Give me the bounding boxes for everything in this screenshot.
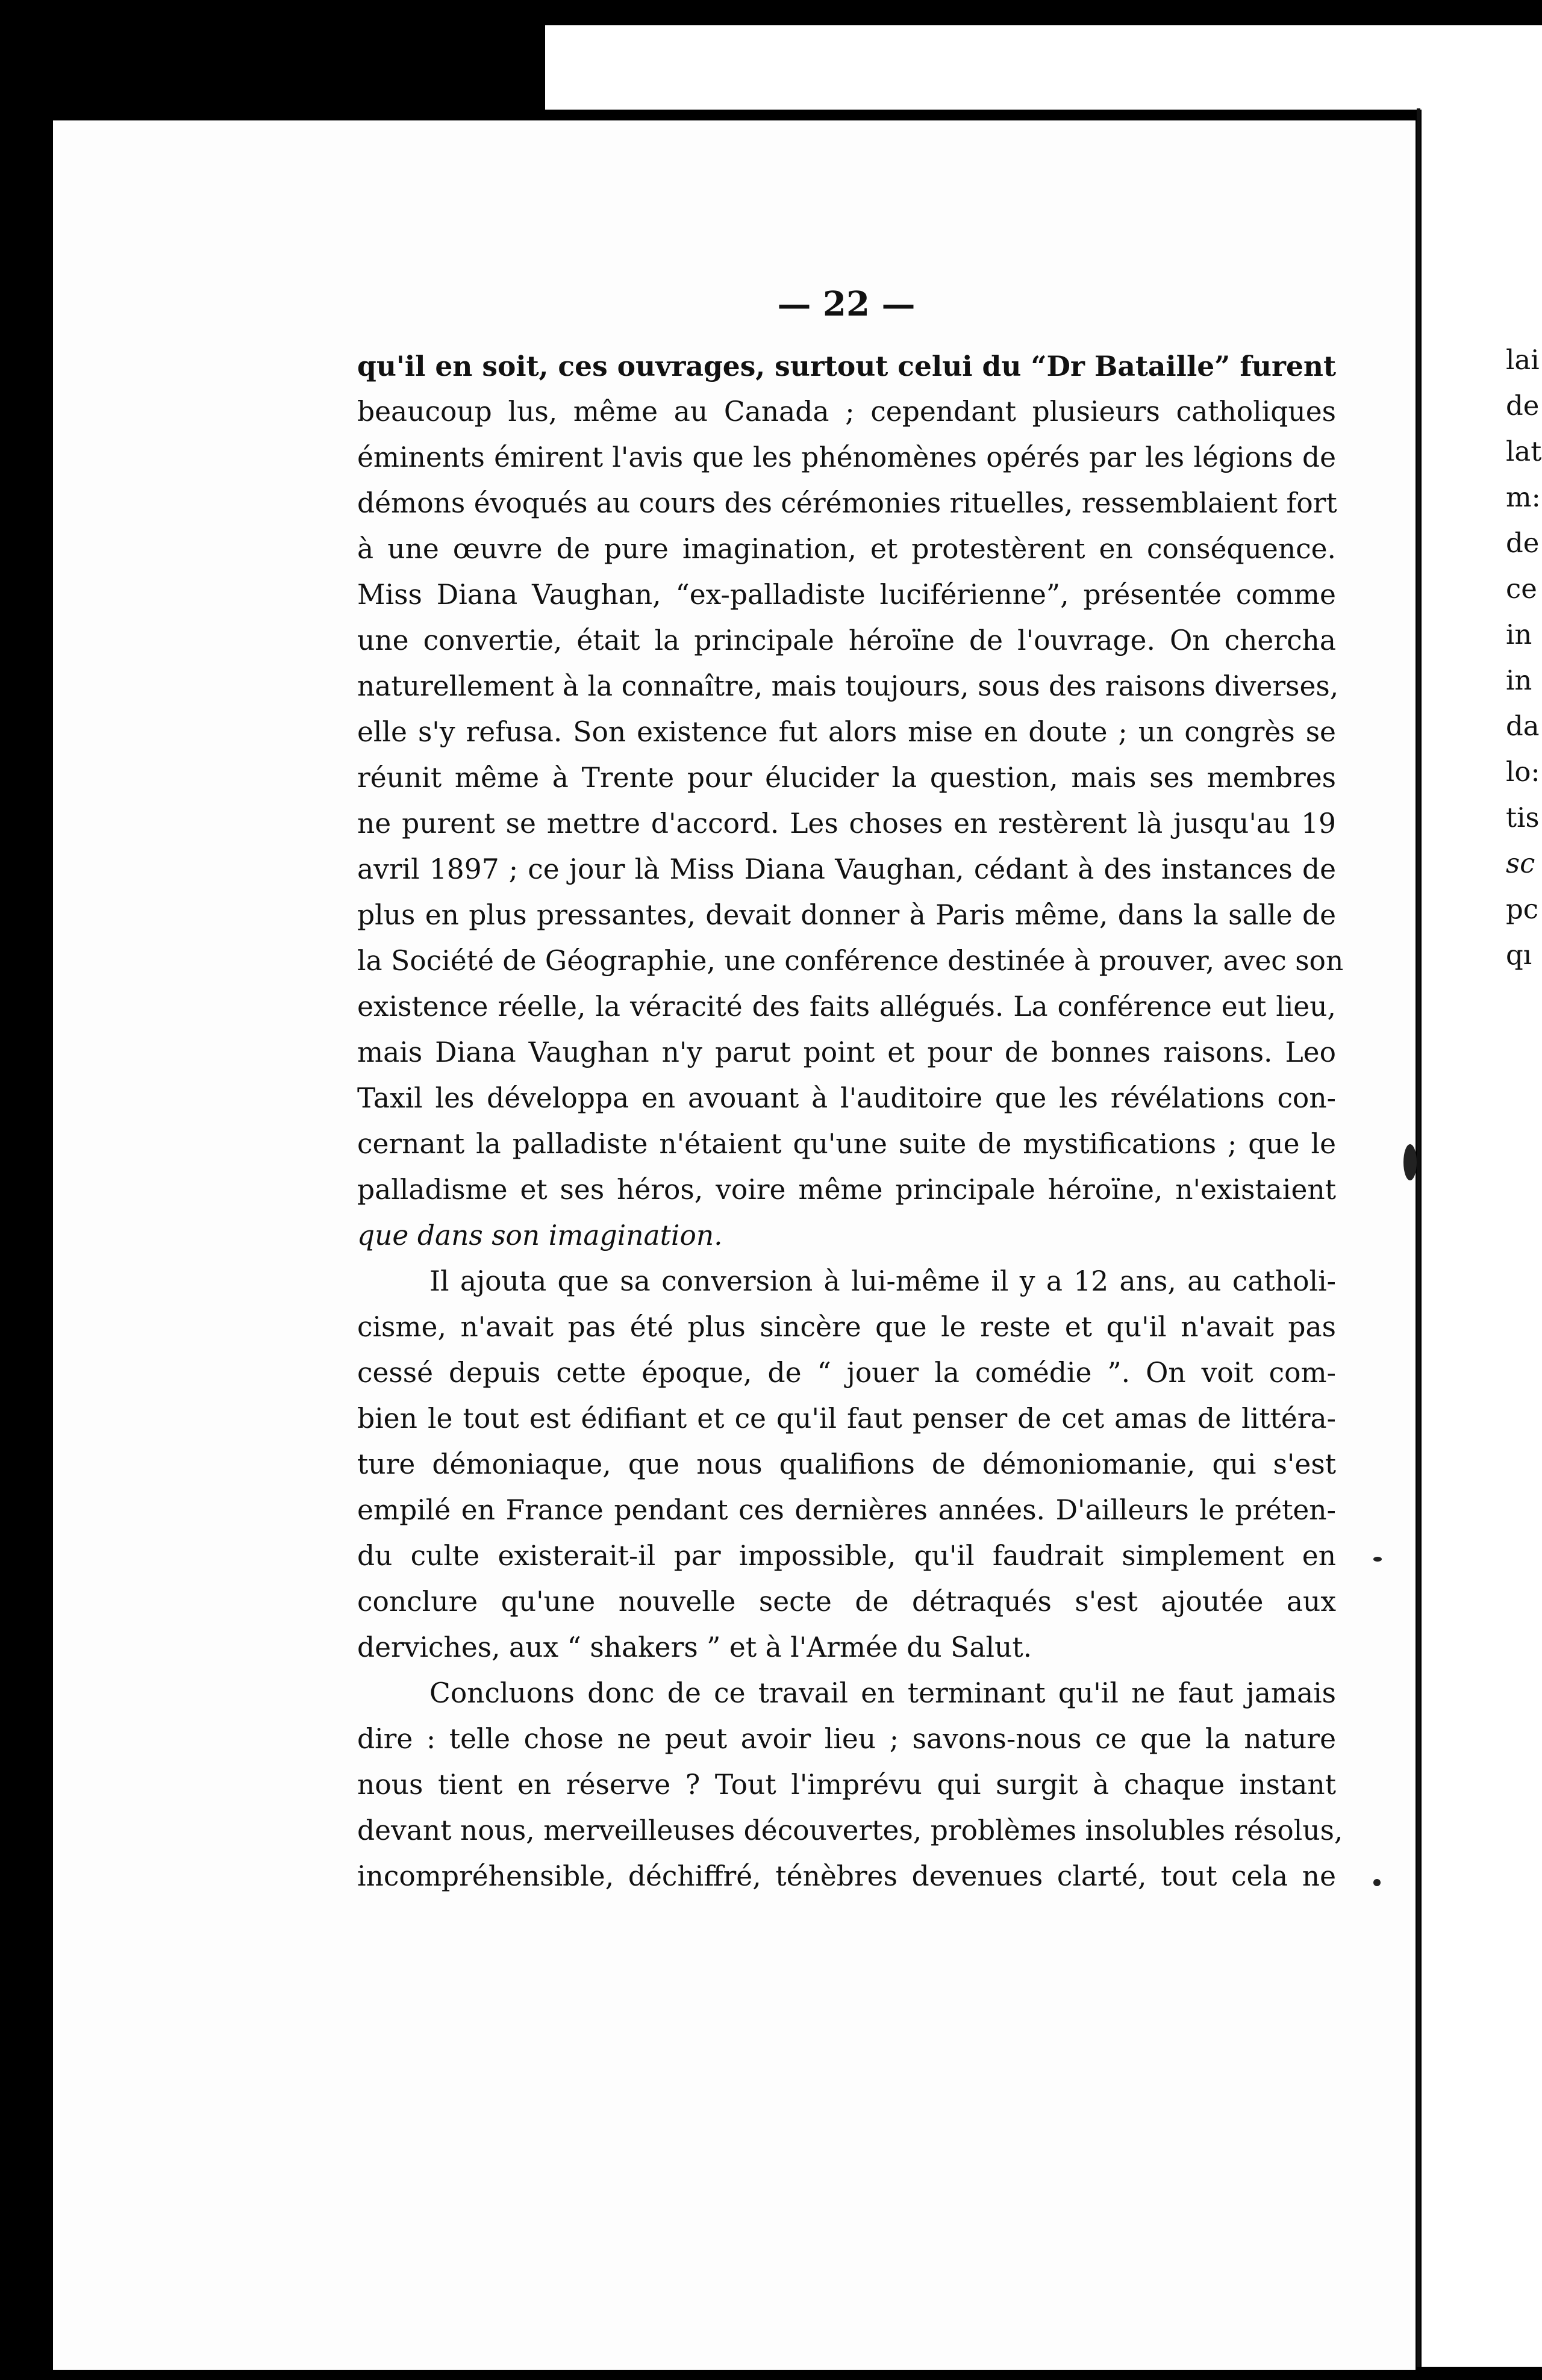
text-line: Taxil les développa en avouant à l'auditoire que les révélations con- [357, 1082, 1336, 1114]
margin-fragment: lai [1506, 344, 1540, 376]
text-line: existence réelle, la véracité des faits allégués. La conférence eut lieu, [357, 991, 1336, 1023]
text-line: dire : telle chose ne peut avoir lieu ; savons-nous ce que la nature [357, 1723, 1336, 1755]
margin-fragment: lat [1506, 435, 1542, 467]
text-line: du culte existerait-il par impossible, qu'il faudrait simplement en [357, 1540, 1336, 1572]
text-line: la Société de Géographie, une conférence destinée à prouver, avec son [357, 945, 1344, 977]
text-line: réunit même à Trente pour élucider la question, mais ses membres [357, 762, 1336, 794]
margin-fragment: pc [1506, 893, 1539, 925]
margin-fragment: in [1506, 618, 1532, 650]
scan-border [473, 25, 545, 110]
text-line: conclure qu'une nouvelle secte de détraqués s'est ajoutée aux [357, 1586, 1336, 1618]
text-line: ture démoniaque, que nous qualifions de démoniomanie, qui s'est [357, 1448, 1336, 1480]
margin-fragment: tis [1506, 802, 1540, 833]
text-line: Miss Diana Vaughan, “ex-palladiste luciférienne”, présentée comme [357, 579, 1336, 611]
text-line: Il ajouta que sa conversion à lui-même il y a 12 ans, au catholi- [429, 1265, 1336, 1297]
margin-fragment: de [1506, 527, 1540, 559]
margin-fragment: lo: [1506, 756, 1540, 788]
page-spine [1417, 108, 1420, 2367]
text-line: éminents émirent l'avis que les phénomènes opérés par les légions de [357, 441, 1336, 473]
text-line: avril 1897 ; ce jour là Miss Diana Vaughan, cédant à des instances de [357, 853, 1336, 885]
margin-fragment: de [1506, 390, 1540, 422]
scan-speck [1373, 1557, 1382, 1562]
text-line: cernant la palladiste n'étaient qu'une suite de mystifications ; que le [357, 1128, 1336, 1160]
text-line: beaucoup lus, même au Canada ; cependant plusieurs catholiques [357, 396, 1336, 428]
text-line: palladisme et ses héros, voire même principale héroïne, n'existaient [357, 1174, 1336, 1206]
text-line: devant nous, merveilleuses découvertes, problèmes insolubles résolus, [357, 1815, 1343, 1846]
adjacent-page-top [473, 25, 1542, 110]
text-line: à une œuvre de pure imagination, et protestèrent en conséquence. [357, 533, 1336, 565]
text-line: cessé depuis cette époque, de “ jouer la comédie ”. On voit com- [357, 1357, 1336, 1389]
text-line: empilé en France pendant ces dernières années. D'ailleurs le préten- [357, 1494, 1336, 1526]
scan-speck [1373, 1879, 1381, 1886]
margin-fragment: ce [1506, 573, 1537, 605]
text-line: incompréhensible, déchiffré, ténèbres devenues clarté, tout cela ne [357, 1860, 1336, 1892]
text-line: que dans son imagination. [357, 1220, 723, 1251]
margin-fragment: qı [1506, 939, 1532, 971]
text-line: derviches, aux “ shakers ” et à l'Armée du Salut. [357, 1631, 1032, 1663]
margin-fragment: da [1506, 710, 1540, 742]
page-number: — 22 — [777, 284, 916, 324]
text-line: démons évoqués au cours des cérémonies rituelles, ressemblaient fort [357, 487, 1337, 519]
text-line: nous tient en réserve ? Tout l'imprévu qui surgit à chaque instant [357, 1769, 1336, 1801]
text-line: Concluons donc de ce travail en terminant qu'il ne faut jamais [429, 1677, 1336, 1709]
text-line: mais Diana Vaughan n'y parut point et pour de bonnes raisons. Leo [357, 1036, 1336, 1068]
text-line: naturellement à la connaître, mais toujours, sous des raisons diverses, [357, 670, 1339, 702]
text-line: qu'il en soit, ces ouvrages, surtout celui du “Dr Bataille” furent [357, 350, 1336, 382]
body-text [357, 343, 1344, 1899]
margin-fragment: sc [1506, 847, 1535, 879]
text-line: ne purent se mettre d'accord. Les choses en restèrent là jusqu'au 19 [357, 808, 1336, 840]
text-line: cisme, n'avait pas été plus sincère que le reste et qu'il n'avait pas [357, 1311, 1336, 1343]
text-line: plus en plus pressantes, devait donner à Paris même, dans la salle de [357, 899, 1336, 931]
text-line: elle s'y refusa. Son existence fut alors mise en doute ; un congrès se [357, 716, 1336, 748]
text-line: bien le tout est édifiant et ce qu'il faut penser de cet amas de littéra- [357, 1403, 1336, 1435]
margin-fragment: m: [1506, 481, 1541, 513]
text-line: une convertie, était la principale héroïne de l'ouvrage. On chercha [357, 625, 1336, 656]
margin-fragment: in [1506, 664, 1532, 696]
scan-blot [1403, 1144, 1417, 1180]
